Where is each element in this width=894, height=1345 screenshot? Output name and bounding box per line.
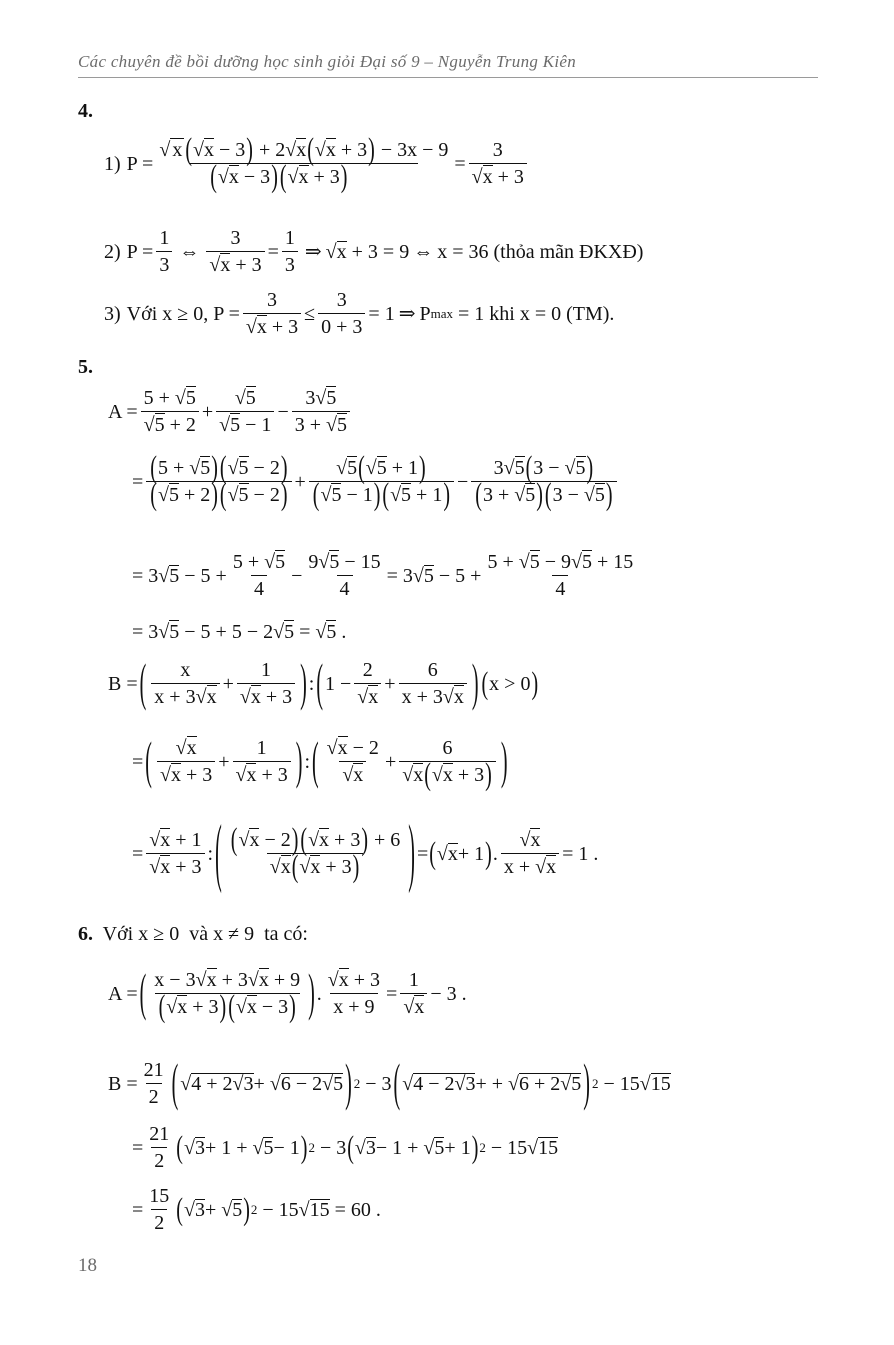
eq-5-b3: = $\frac{√x + 1}{√x + 3}$ : ( $\frac{(√x - 2) (√x + 3) + 6}{√x(√x + 3)}$ ) = ( √ x + 1 ) . $\frac{√x}{x + √x}$ = 1 .: [132, 811, 599, 896]
eq-5-a3: = 3√ 5 − 5 + $\frac{5 + √5}{4}$ − $\frac{9√5 - 15}{4}$ = 3√ 5 − 5 + $\frac{5 + √5 - 9√5 + 15}{4}$: [132, 551, 634, 600]
eq-5-a1: A = $\frac{5 + √5}{√5 + 2}$ + $\frac{√5}{√5 - 1}$ − $\frac{3√5}{3 + √5}$: [108, 388, 353, 435]
item-label: 1): [104, 152, 121, 175]
section-5-label: 5.: [78, 356, 93, 378]
running-header: Các chuyên đề bồi dưỡng học sinh giỏi Đại số 9 – Nguyễn Trung Kiên: [78, 52, 577, 71]
eq-5-b1: B = ( $\frac{x}{x + 3√x}$ + $\frac{1}{√x + 3}$ ) : ( 1 − $\frac{2}{√x}$ + $\frac{6}{x + 3√x}$ ) ( x > 0 ): [108, 654, 539, 713]
eq-5-a4: = 3√5 − 5 + 5 − 2√5 = √5 .: [132, 621, 347, 643]
section-4-label: 4.: [78, 100, 93, 122]
eq-6-b3: = $\frac{15}{2}$ ( √ 3 + √ 5 ) 2 − 15√ 15 = 60 .: [132, 1185, 381, 1234]
eq-5-a2: = $\frac{(5 + √5) (√5 - 2)}{(√5 + 2) (√5 - 2)}$ + $\frac{√5(√5 + 1)}{(√5 - 1) (√5 + 1)}$ − $\frac{3√5(3 - √5)}{(3 + √5) (3 - √5)}$: [132, 458, 620, 505]
eq-5-b2: = ( $\frac{√x}{√x + 3}$ + $\frac{1}{√x + 3}$ ) : ( $\frac{√x - 2}{√x}$ + $\frac{6}{√x(√x + 3)}$ ): [132, 732, 508, 793]
eq-4-2: 2) P = $\frac{1}{3}$ ⇔ $\frac{3}{√x + 3}$ = $\frac{1}{3}$ ⇒ √ x + 3 = 9 ⇔ x = 36 (thỏa mãn ĐKXĐ): [104, 227, 644, 276]
eq-4-3: 3) Với x ≥ 0, P = $\frac{3}{√x + 3}$ ≤ $\frac{3}{0 + 3}$ = 1 ⇒ P max = 1 khi x = 0 (TM).: [104, 289, 615, 338]
eq-4-1: 1) P = $\frac{√ x (√x - 3) + 2√x(√x + 3) - 3x - 9}{(√x - 3) (√x + 3)}$ = $\frac{3}{√x + 3}$: [104, 140, 530, 187]
eq-6-b1: B = $\frac{21}{2}$ ( √ 4 + 2√3 + √ 6 − 2√5 ) 2 − 3 ( √ 4 − 2√3 + + √ 6 + 2√5 ) 2 − 15√ 15: [108, 1054, 671, 1113]
eq-6-a: A = ( $\frac{x - 3√x + 3√x + 9}{(√x + 3) (√x - 3)}$ ) . $\frac{√x + 3}{x + 9}$ = $\frac{1}{√x}$ − 3 .: [108, 964, 467, 1025]
eq-6-b2: = $\frac{21}{2}$ ( √ 3 + 1 + √ 5 − 1 ) 2 − 3 ( √ 3 − 1 + √ 5 + 1 ) 2 − 15√ 15: [132, 1123, 559, 1172]
page-number: 18: [78, 1255, 97, 1276]
header-divider: [78, 77, 818, 78]
section-6-intro: 6. Với x ≥ 0 và x ≠ 9 ta có:: [78, 923, 308, 945]
